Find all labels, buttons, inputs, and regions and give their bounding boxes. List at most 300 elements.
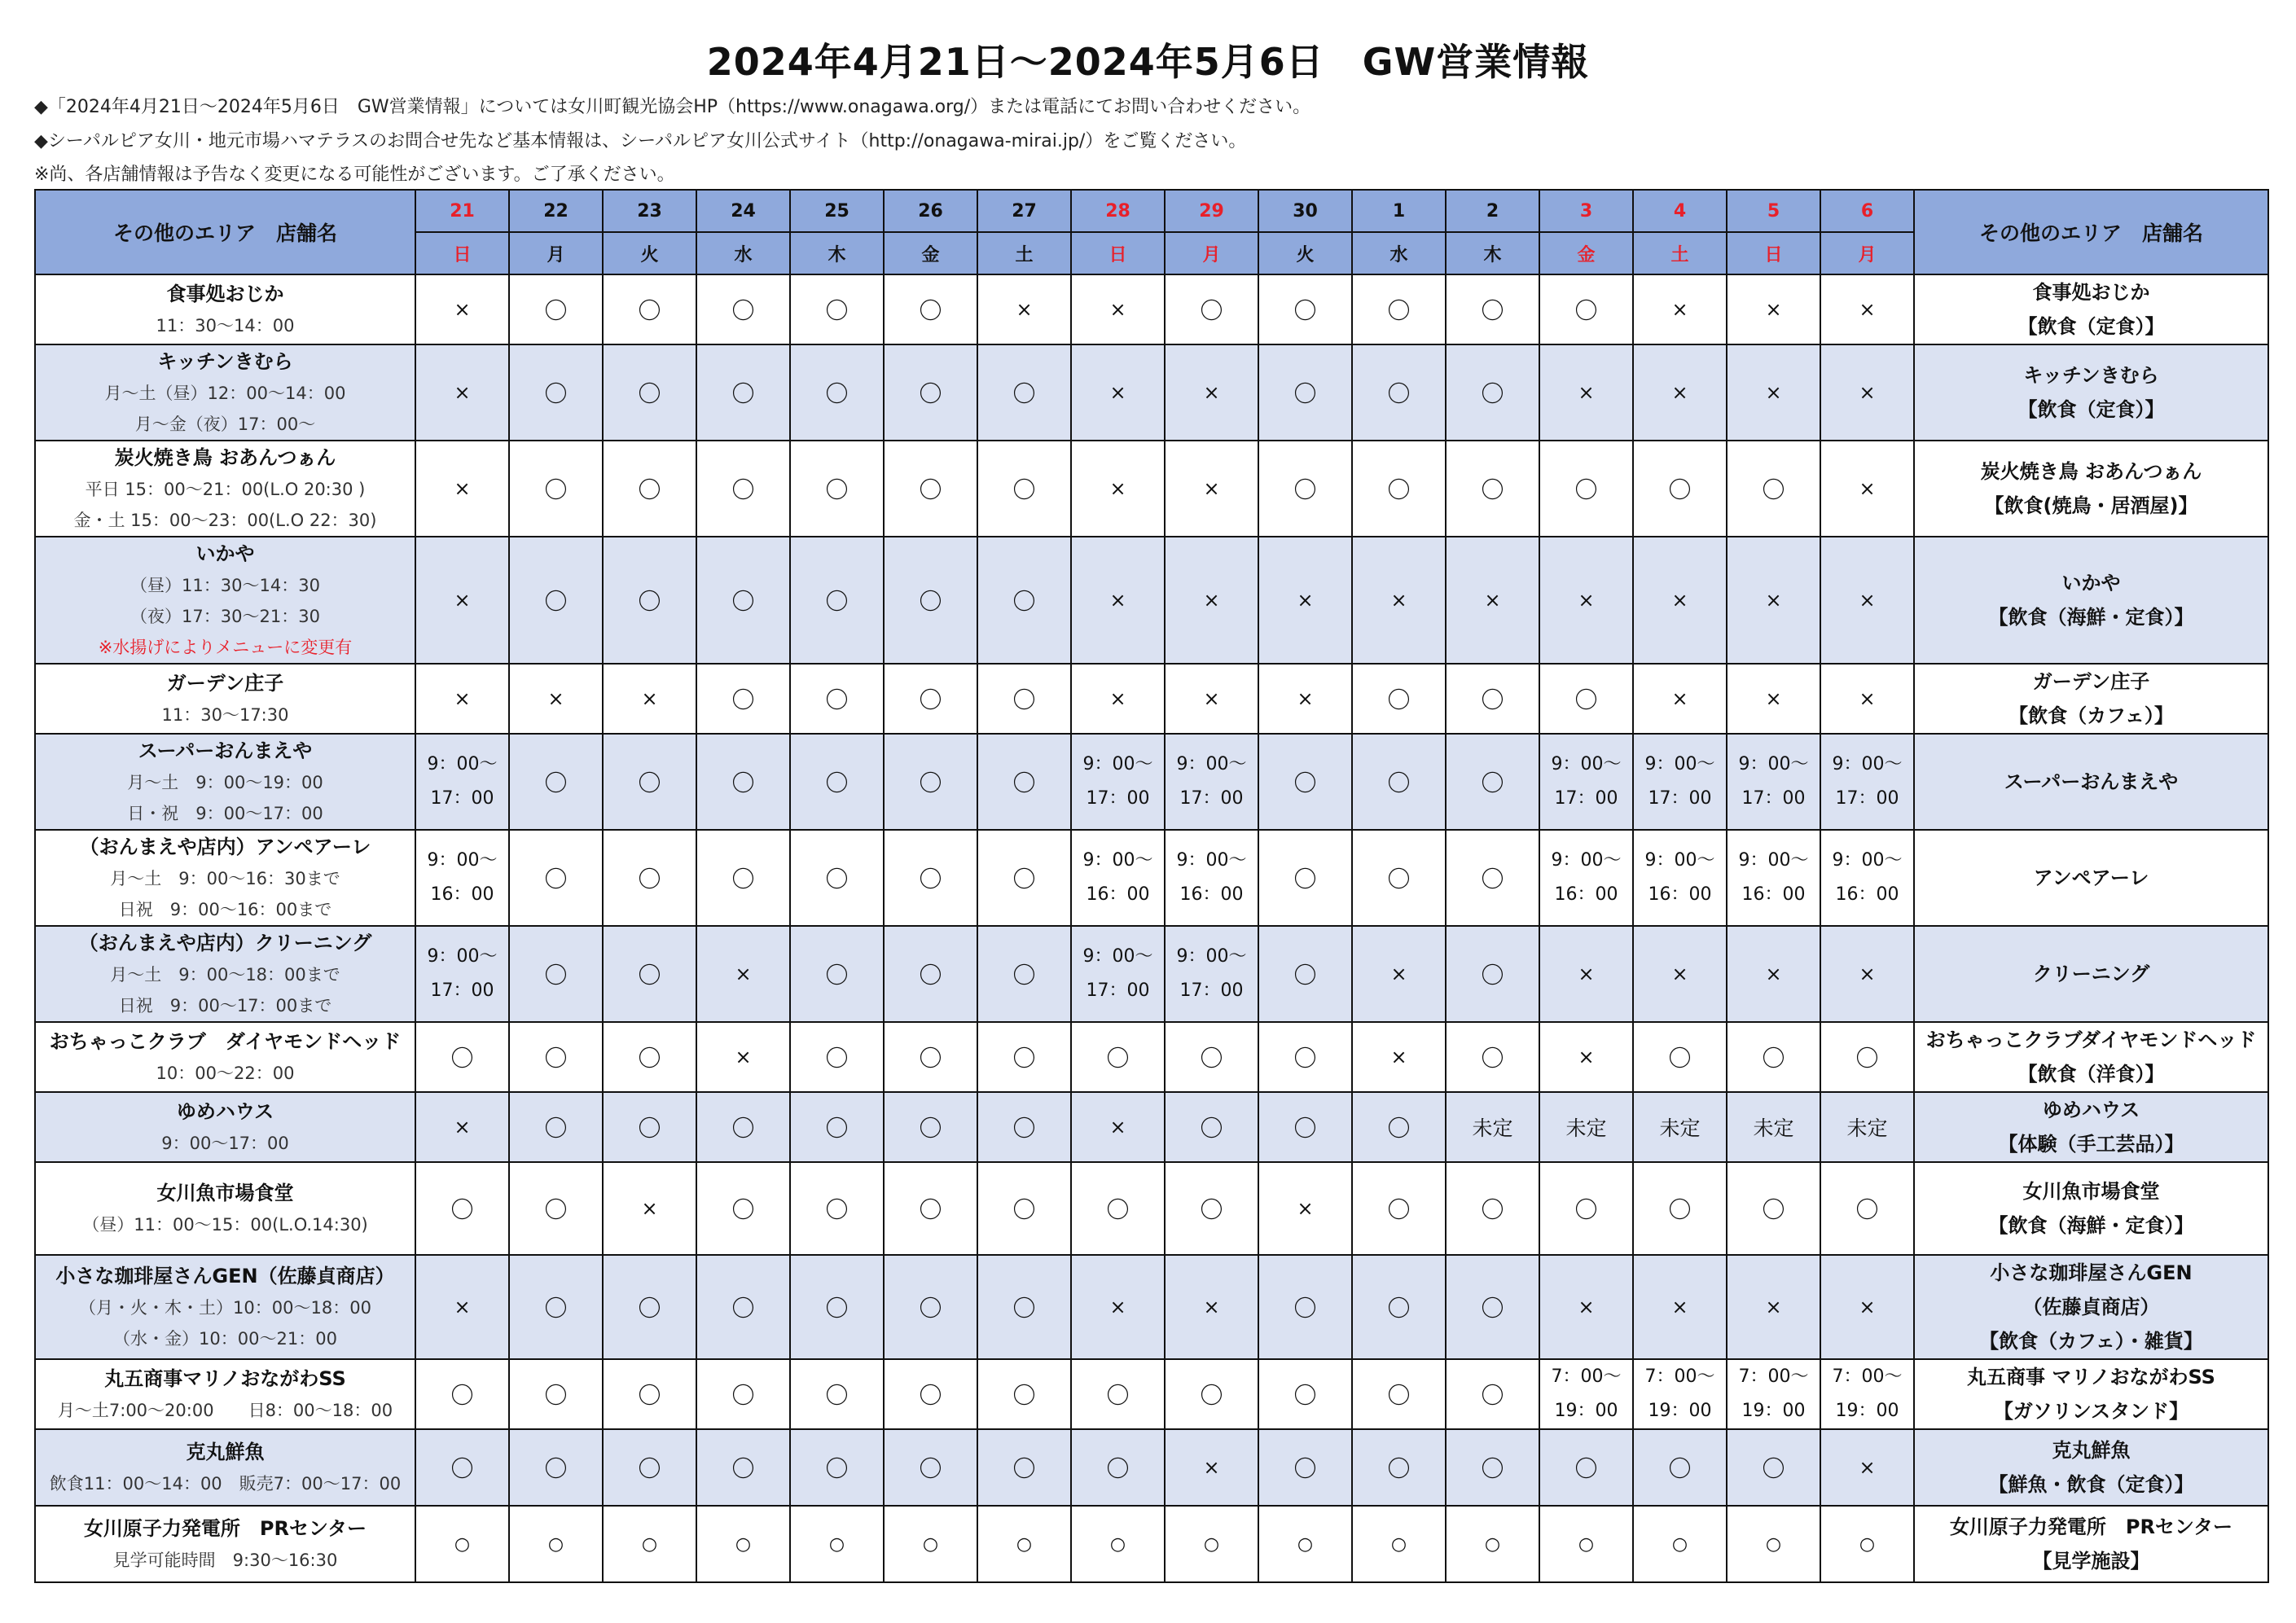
store-info-cell bbox=[35, 734, 415, 830]
status-mark: ○ bbox=[1390, 1533, 1407, 1555]
status-mark: × bbox=[1109, 589, 1126, 612]
date-header: 29 bbox=[1165, 190, 1258, 232]
status-mark: 〇 bbox=[450, 1045, 474, 1072]
status-mark: 〇 bbox=[919, 297, 942, 324]
status-cell bbox=[696, 734, 790, 830]
status-mark: 〇 bbox=[544, 380, 568, 407]
status-mark: 〇 bbox=[544, 1045, 568, 1072]
weekday-header: 木 bbox=[790, 232, 884, 274]
status-cell bbox=[509, 344, 603, 441]
status-mark: 〇 bbox=[1855, 1196, 1879, 1223]
status-cell bbox=[1258, 1429, 1352, 1506]
status-mark: × bbox=[1203, 589, 1220, 612]
status-mark: 〇 bbox=[1481, 1196, 1504, 1223]
status-mark: × bbox=[1109, 1296, 1126, 1318]
status-mark: 〇 bbox=[825, 686, 849, 713]
status-mark: 未定 bbox=[1846, 1116, 1888, 1140]
status-cell bbox=[603, 344, 696, 441]
status-cell bbox=[1446, 830, 1539, 926]
status-mark: × bbox=[1671, 298, 1688, 321]
store-row bbox=[35, 344, 2268, 441]
store-name: ゆめハウス bbox=[176, 1100, 274, 1123]
status-mark: × bbox=[1578, 589, 1595, 612]
status-mark: 〇 bbox=[544, 866, 568, 893]
store-hours: 月～土 9：00～19：00 bbox=[127, 773, 323, 792]
store-category: 【飲食(焼鳥・居酒屋)】 bbox=[1984, 494, 2198, 517]
status-mark: × bbox=[1203, 1456, 1220, 1479]
status-cell bbox=[1820, 1506, 1914, 1582]
status-cell bbox=[1446, 1162, 1539, 1255]
status-cell bbox=[1633, 734, 1727, 830]
status-cell bbox=[884, 1359, 977, 1429]
status-mark: 〇 bbox=[1574, 1455, 1598, 1482]
status-cell bbox=[1165, 1092, 1258, 1162]
store-hours: 平日 15：00～21：00(L.O 20:30 ) bbox=[85, 480, 366, 499]
status-cell bbox=[790, 734, 884, 830]
status-mark: 〇 bbox=[1387, 297, 1411, 324]
status-mark: × bbox=[1859, 687, 1876, 710]
status-cell bbox=[1539, 1255, 1633, 1359]
status-cell bbox=[603, 1255, 696, 1359]
status-cell bbox=[790, 537, 884, 664]
status-cell bbox=[509, 1092, 603, 1162]
status-mark: 〇 bbox=[825, 297, 849, 324]
status-cell bbox=[509, 1022, 603, 1092]
store-name-right: 食事処おじか bbox=[2032, 281, 2150, 304]
status-hours: 17：00 bbox=[430, 788, 494, 809]
status-cell bbox=[1539, 1022, 1633, 1092]
status-mark: × bbox=[454, 687, 471, 710]
status-mark: × bbox=[1578, 381, 1595, 404]
status-cell bbox=[603, 1092, 696, 1162]
status-mark: 〇 bbox=[731, 866, 755, 893]
status-mark: × bbox=[1109, 1116, 1126, 1138]
status-mark: 〇 bbox=[1200, 1045, 1223, 1072]
status-cell bbox=[790, 1359, 884, 1429]
store-name: 小さな珈琲屋さんGEN（佐藤貞商店） bbox=[55, 1265, 395, 1287]
status-cell bbox=[1258, 830, 1352, 926]
status-mark: 〇 bbox=[825, 380, 849, 407]
status-cell bbox=[1352, 1162, 1446, 1255]
status-hours: 17：00 bbox=[1835, 788, 1899, 809]
status-mark: 〇 bbox=[731, 1455, 755, 1482]
status-cell bbox=[1633, 1506, 1727, 1582]
store-info-cell bbox=[35, 1359, 415, 1429]
store-info-cell bbox=[35, 274, 415, 344]
store-info-cell bbox=[35, 441, 415, 537]
weekday-header: 土 bbox=[1633, 232, 1727, 274]
status-hours: 7：00～ bbox=[1738, 1366, 1809, 1387]
date-header: 4 bbox=[1633, 190, 1727, 232]
store-category: （佐藤貞商店） bbox=[2022, 1296, 2160, 1318]
status-cell bbox=[1539, 1162, 1633, 1255]
store-category-cell bbox=[1914, 1255, 2268, 1359]
status-cell bbox=[977, 830, 1071, 926]
status-cell bbox=[790, 1429, 884, 1506]
status-mark: × bbox=[454, 477, 471, 500]
weekday-header: 月 bbox=[509, 232, 603, 274]
date-header: 24 bbox=[696, 190, 790, 232]
status-hours: 9：00～ bbox=[1082, 754, 1153, 774]
status-cell bbox=[884, 830, 977, 926]
store-hours: 飲食11：00～14：00 販売7：00～17：00 bbox=[49, 1474, 402, 1494]
status-cell bbox=[790, 1162, 884, 1255]
status-cell bbox=[696, 830, 790, 926]
status-cell bbox=[1258, 1092, 1352, 1162]
status-mark: 〇 bbox=[544, 1196, 568, 1223]
date-header: 28 bbox=[1071, 190, 1165, 232]
status-cell bbox=[509, 1429, 603, 1506]
store-info-cell bbox=[35, 1429, 415, 1506]
status-mark: ○ bbox=[1671, 1533, 1688, 1555]
status-mark: 〇 bbox=[638, 770, 661, 796]
store-category: 【見学施設】 bbox=[2032, 1550, 2150, 1573]
status-cell bbox=[884, 734, 977, 830]
store-hours: 10：00～22：00 bbox=[156, 1064, 295, 1083]
store-hours: 日祝 9：00～17：00まで bbox=[118, 996, 332, 1015]
status-mark: ○ bbox=[1297, 1533, 1314, 1555]
status-mark: × bbox=[1765, 1296, 1782, 1318]
status-cell bbox=[1727, 1255, 1820, 1359]
store-name-right: ゆめハウス bbox=[2042, 1099, 2140, 1121]
status-cell bbox=[884, 1255, 977, 1359]
status-cell bbox=[1071, 926, 1165, 1022]
status-cell bbox=[1258, 1506, 1352, 1582]
status-hours: 16：00 bbox=[1086, 884, 1150, 905]
status-mark: 〇 bbox=[1293, 1382, 1317, 1409]
status-cell bbox=[1727, 274, 1820, 344]
status-cell bbox=[1446, 734, 1539, 830]
status-mark: 〇 bbox=[825, 962, 849, 989]
weekday-header: 水 bbox=[696, 232, 790, 274]
weekday-header: 火 bbox=[603, 232, 696, 274]
date-header: 23 bbox=[603, 190, 696, 232]
weekday-header: 日 bbox=[1727, 232, 1820, 274]
weekday-header: 木 bbox=[1446, 232, 1539, 274]
status-cell bbox=[603, 734, 696, 830]
status-cell bbox=[1539, 274, 1633, 344]
status-hours: 17：00 bbox=[1741, 788, 1806, 809]
status-cell bbox=[696, 537, 790, 664]
store-name-right: スーパーおんまえや bbox=[2004, 770, 2179, 793]
status-cell bbox=[509, 926, 603, 1022]
status-cell bbox=[1820, 1359, 1914, 1429]
status-cell bbox=[884, 344, 977, 441]
status-mark: 〇 bbox=[1481, 380, 1504, 407]
status-mark: × bbox=[1671, 589, 1688, 612]
store-category-cell bbox=[1914, 1506, 2268, 1582]
status-cell bbox=[1258, 1359, 1352, 1429]
status-hours: 19：00 bbox=[1554, 1401, 1618, 1421]
status-mark: × bbox=[1671, 381, 1688, 404]
status-mark: 〇 bbox=[825, 1115, 849, 1142]
store-category-cell bbox=[1914, 537, 2268, 664]
status-mark: 〇 bbox=[1012, 686, 1036, 713]
store-info-cell bbox=[35, 344, 415, 441]
status-mark: 〇 bbox=[1293, 476, 1317, 503]
status-mark: 〇 bbox=[544, 476, 568, 503]
status-cell bbox=[1727, 926, 1820, 1022]
status-cell bbox=[977, 441, 1071, 537]
status-mark: 〇 bbox=[731, 588, 755, 615]
status-hours: 7：00～ bbox=[1551, 1366, 1622, 1387]
status-mark: 〇 bbox=[919, 380, 942, 407]
store-hours: （水・金）10：00～21：00 bbox=[113, 1329, 337, 1349]
status-mark: × bbox=[1859, 1456, 1876, 1479]
status-mark: 〇 bbox=[825, 1295, 849, 1322]
status-cell bbox=[696, 1162, 790, 1255]
status-mark: 〇 bbox=[825, 1045, 849, 1072]
store-info-cell bbox=[35, 926, 415, 1022]
status-cell bbox=[1727, 1162, 1820, 1255]
status-cell bbox=[415, 1506, 509, 1582]
store-category: 【飲食（洋食）】 bbox=[2017, 1063, 2165, 1086]
status-cell bbox=[1820, 537, 1914, 664]
weekday-header: 金 bbox=[1539, 232, 1633, 274]
status-cell bbox=[884, 537, 977, 664]
status-cell bbox=[1727, 830, 1820, 926]
status-cell bbox=[1446, 537, 1539, 664]
status-cell bbox=[415, 441, 509, 537]
status-cell bbox=[1165, 1022, 1258, 1092]
status-mark: 〇 bbox=[638, 1115, 661, 1142]
status-mark: 〇 bbox=[1200, 1196, 1223, 1223]
store-row bbox=[35, 830, 2268, 926]
status-cell bbox=[1165, 441, 1258, 537]
status-mark: 〇 bbox=[544, 770, 568, 796]
status-hours: 9：00～ bbox=[1176, 946, 1247, 967]
status-cell bbox=[696, 1506, 790, 1582]
store-name: （おんまえや店内）アンペアーレ bbox=[79, 836, 371, 858]
status-mark: 〇 bbox=[1106, 1045, 1130, 1072]
status-mark: 〇 bbox=[919, 866, 942, 893]
status-mark: 〇 bbox=[1012, 1045, 1036, 1072]
store-hours: 金・土 15：00～23：00(L.O 22：30) bbox=[73, 511, 377, 530]
date-header: 26 bbox=[884, 190, 977, 232]
status-cell bbox=[1071, 441, 1165, 537]
status-cell bbox=[1446, 1255, 1539, 1359]
status-cell bbox=[1633, 926, 1727, 1022]
status-cell bbox=[1820, 1162, 1914, 1255]
status-mark: 〇 bbox=[1012, 588, 1036, 615]
status-hours: 17：00 bbox=[430, 980, 494, 1001]
store-name-right: いかや bbox=[2061, 572, 2121, 594]
store-name-right: 克丸鮮魚 bbox=[2052, 1439, 2131, 1462]
status-cell bbox=[1633, 537, 1727, 664]
status-cell bbox=[509, 441, 603, 537]
store-name-right: 女川原子力発電所 PRセンター bbox=[1949, 1516, 2233, 1538]
status-cell bbox=[977, 1162, 1071, 1255]
status-cell bbox=[696, 1429, 790, 1506]
status-cell bbox=[1539, 664, 1633, 734]
store-category-cell bbox=[1914, 441, 2268, 537]
status-mark: 〇 bbox=[919, 588, 942, 615]
store-category-cell bbox=[1914, 344, 2268, 441]
status-hours: 19：00 bbox=[1741, 1401, 1806, 1421]
status-mark: 〇 bbox=[825, 476, 849, 503]
status-mark: 〇 bbox=[919, 686, 942, 713]
status-cell bbox=[509, 734, 603, 830]
right-header: その他のエリア 店舗名 bbox=[1914, 190, 2268, 274]
status-mark: 〇 bbox=[1106, 1382, 1130, 1409]
status-mark: × bbox=[1765, 963, 1782, 985]
status-cell bbox=[1727, 1429, 1820, 1506]
status-cell bbox=[1352, 1255, 1446, 1359]
status-cell bbox=[1352, 664, 1446, 734]
status-mark: 〇 bbox=[1481, 770, 1504, 796]
status-mark: 〇 bbox=[1012, 380, 1036, 407]
status-cell bbox=[1258, 441, 1352, 537]
status-mark: 〇 bbox=[1387, 866, 1411, 893]
status-mark: 〇 bbox=[919, 476, 942, 503]
status-hours: 7：00～ bbox=[1832, 1366, 1903, 1387]
store-hours: 9：00～17：00 bbox=[161, 1134, 289, 1153]
status-mark: × bbox=[1016, 298, 1033, 321]
status-hours: 9：00～ bbox=[1738, 850, 1809, 871]
status-mark: 〇 bbox=[1387, 380, 1411, 407]
status-mark: 〇 bbox=[1293, 1455, 1317, 1482]
status-mark: 未定 bbox=[1472, 1116, 1513, 1140]
status-cell bbox=[884, 1022, 977, 1092]
status-hours: 17：00 bbox=[1086, 980, 1150, 1001]
status-mark: 〇 bbox=[1855, 1045, 1879, 1072]
status-mark: × bbox=[454, 1116, 471, 1138]
status-mark: 〇 bbox=[1668, 1196, 1692, 1223]
status-cell bbox=[509, 1506, 603, 1582]
status-mark: 未定 bbox=[1753, 1116, 1794, 1140]
status-cell bbox=[1071, 344, 1165, 441]
store-name: いかや bbox=[195, 542, 255, 565]
store-info-cell bbox=[35, 1162, 415, 1255]
store-name-right: ガーデン庄子 bbox=[2032, 670, 2150, 693]
status-cell bbox=[790, 1255, 884, 1359]
store-name: スーパーおんまえや bbox=[138, 739, 313, 762]
status-mark: 〇 bbox=[638, 1295, 661, 1322]
status-mark: × bbox=[454, 589, 471, 612]
status-cell bbox=[1165, 926, 1258, 1022]
store-name: おちゃっこクラブ ダイヤモンドヘッド bbox=[49, 1030, 402, 1053]
store-category: 【飲食（カフェ）】 bbox=[2008, 704, 2174, 727]
status-cell bbox=[884, 1506, 977, 1582]
status-cell bbox=[1165, 1162, 1258, 1255]
status-hours: 9：00～ bbox=[1551, 754, 1622, 774]
status-hours: 9：00～ bbox=[1082, 850, 1153, 871]
status-cell bbox=[1820, 1429, 1914, 1506]
status-mark: × bbox=[1859, 381, 1876, 404]
schedule-table bbox=[34, 189, 2269, 1583]
status-mark: × bbox=[1671, 963, 1688, 985]
status-hours: 16：00 bbox=[1179, 884, 1244, 905]
note-disclaimer: ※尚、各店舗情報は予告なく変更になる可能性がございます。ご了承ください。 bbox=[34, 164, 675, 185]
status-cell bbox=[1258, 344, 1352, 441]
status-mark: 〇 bbox=[825, 866, 849, 893]
status-mark: 〇 bbox=[919, 1455, 942, 1482]
store-category-cell bbox=[1914, 734, 2268, 830]
status-cell bbox=[1633, 1429, 1727, 1506]
status-cell bbox=[1352, 734, 1446, 830]
status-cell bbox=[1539, 926, 1633, 1022]
status-mark: 〇 bbox=[1293, 770, 1317, 796]
status-mark: 〇 bbox=[1200, 1115, 1223, 1142]
status-mark: × bbox=[454, 381, 471, 404]
status-cell bbox=[509, 664, 603, 734]
status-cell bbox=[603, 1429, 696, 1506]
status-cell bbox=[1820, 441, 1914, 537]
status-cell bbox=[977, 1429, 1071, 1506]
schedule-body bbox=[35, 274, 2268, 1582]
status-cell bbox=[1071, 734, 1165, 830]
status-mark: × bbox=[1578, 1046, 1595, 1068]
status-mark: 〇 bbox=[1200, 297, 1223, 324]
status-mark: 〇 bbox=[731, 1115, 755, 1142]
store-category: 【鮮魚・飲食（定食）】 bbox=[1988, 1473, 2194, 1496]
status-cell bbox=[1071, 1162, 1165, 1255]
status-cell bbox=[1446, 441, 1539, 537]
store-category-cell bbox=[1914, 664, 2268, 734]
status-mark: 〇 bbox=[1293, 962, 1317, 989]
status-mark: × bbox=[1109, 381, 1126, 404]
store-info-cell bbox=[35, 830, 415, 926]
status-cell bbox=[1820, 664, 1914, 734]
store-name: ガーデン庄子 bbox=[166, 672, 284, 695]
status-hours: 9：00～ bbox=[1644, 754, 1715, 774]
status-cell bbox=[1352, 830, 1446, 926]
status-cell bbox=[415, 1162, 509, 1255]
store-name-right: 丸五商事 マリノおながわSS bbox=[1967, 1366, 2215, 1388]
status-cell bbox=[884, 1092, 977, 1162]
status-mark: 〇 bbox=[544, 1382, 568, 1409]
status-mark: 〇 bbox=[1481, 962, 1504, 989]
status-mark: × bbox=[1765, 381, 1782, 404]
status-cell bbox=[415, 1359, 509, 1429]
store-name-right: アンペアーレ bbox=[2033, 866, 2149, 889]
status-cell bbox=[1071, 537, 1165, 664]
status-cell bbox=[884, 274, 977, 344]
status-mark: ○ bbox=[828, 1533, 845, 1555]
store-category: 【飲食（定食）】 bbox=[2017, 315, 2165, 338]
weekday-header: 月 bbox=[1820, 232, 1914, 274]
status-cell bbox=[977, 664, 1071, 734]
status-cell bbox=[1352, 1506, 1446, 1582]
status-mark: 〇 bbox=[1012, 1295, 1036, 1322]
store-category-cell bbox=[1914, 1092, 2268, 1162]
store-category-cell bbox=[1914, 926, 2268, 1022]
status-mark: 〇 bbox=[825, 770, 849, 796]
status-cell bbox=[509, 537, 603, 664]
status-mark: 〇 bbox=[1012, 1196, 1036, 1223]
status-mark: 〇 bbox=[1012, 1455, 1036, 1482]
status-cell bbox=[1727, 1359, 1820, 1429]
status-mark: 〇 bbox=[638, 1382, 661, 1409]
date-header: 30 bbox=[1258, 190, 1352, 232]
store-name-right: キッチンきむら bbox=[2023, 364, 2159, 387]
store-row bbox=[35, 664, 2268, 734]
date-header: 21 bbox=[415, 190, 509, 232]
status-mark: 〇 bbox=[1574, 1196, 1598, 1223]
status-cell bbox=[1352, 1092, 1446, 1162]
status-mark: 〇 bbox=[638, 476, 661, 503]
status-cell bbox=[1071, 1092, 1165, 1162]
status-cell bbox=[1727, 441, 1820, 537]
status-cell bbox=[1258, 1162, 1352, 1255]
store-hours: 月～土7:00～20:00 日8：00～18：00 bbox=[57, 1401, 393, 1420]
store-name: 丸五商事マリノおながわSS bbox=[104, 1367, 346, 1390]
status-cell bbox=[1727, 537, 1820, 664]
status-cell bbox=[509, 1255, 603, 1359]
status-cell bbox=[696, 1022, 790, 1092]
status-mark: 〇 bbox=[919, 1295, 942, 1322]
status-cell bbox=[1352, 441, 1446, 537]
